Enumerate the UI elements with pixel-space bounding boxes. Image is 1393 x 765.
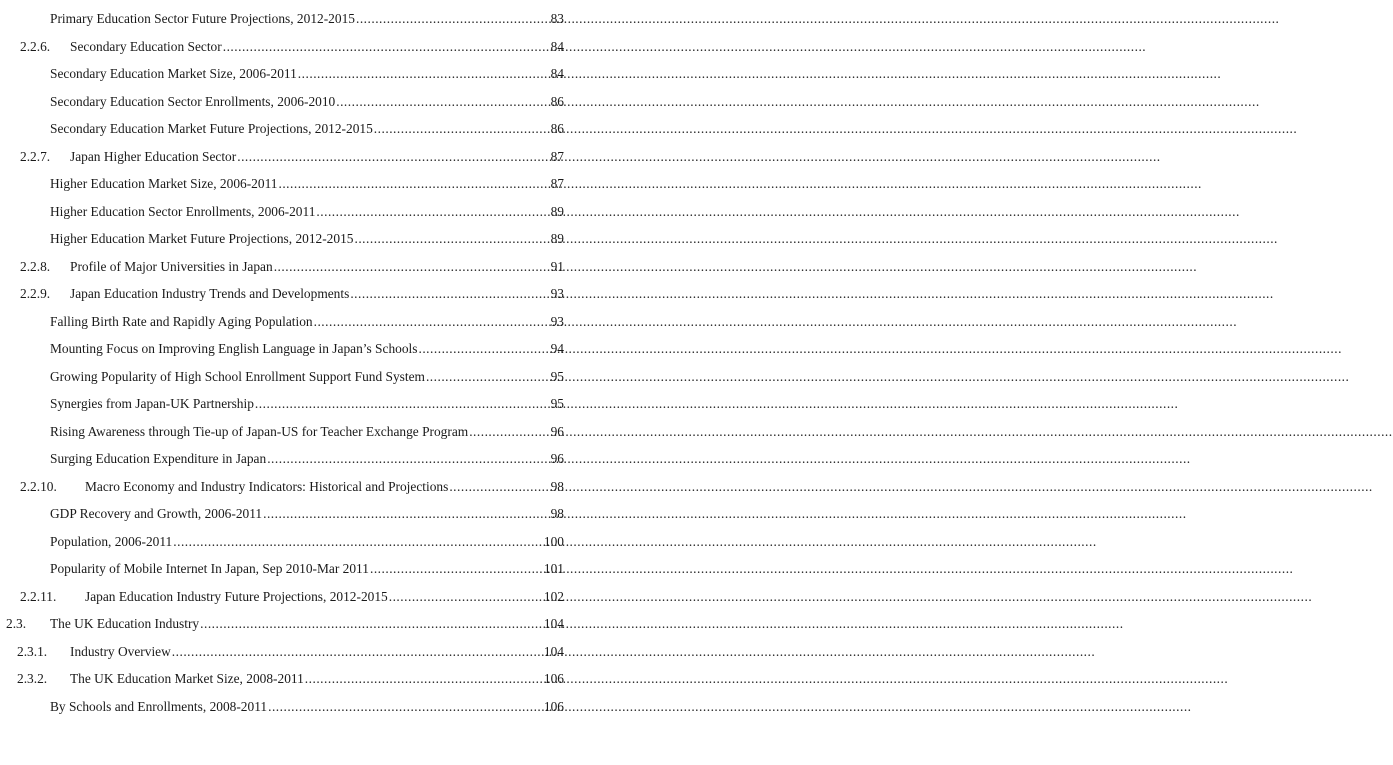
dot-leader [374, 119, 550, 139]
toc-entry[interactable] [50, 64, 564, 84]
toc-entry[interactable] [50, 119, 564, 139]
toc-page-number: 89 [550, 231, 564, 246]
toc-page-number: 94 [550, 341, 564, 356]
toc-entry-title: Growing Popularity of High School Enrollment Support Fund System [50, 368, 425, 384]
toc-page-number: 95 [550, 368, 564, 384]
toc-page-number: 98 [550, 478, 564, 494]
toc-entry-title: Secondary Education Market Size, 2006-2011 [50, 66, 297, 81]
toc-entry[interactable] [20, 587, 564, 607]
dot-leader [418, 339, 549, 359]
toc-entry[interactable] [50, 229, 564, 249]
toc-page-number: 86 [550, 93, 564, 109]
toc-entry[interactable] [17, 669, 564, 689]
toc-page-number: 86 [550, 121, 564, 136]
toc-page-number: 84 [550, 66, 564, 81]
dot-leader [469, 422, 549, 442]
dot-leader [173, 532, 543, 552]
toc-page-number: 104 [543, 616, 564, 631]
toc-section-number: 2.3.1. [17, 643, 48, 659]
toc-entry-title: Popularity of Mobile Internet In Japan, Sep 2010-Mar 2011 [50, 561, 369, 576]
toc-entry[interactable] [50, 312, 564, 332]
toc-entry-title: Higher Education Market Size, 2006-2011 [50, 176, 278, 191]
toc-page-number: 89 [550, 203, 564, 219]
dot-leader [350, 284, 549, 304]
toc-page-number: 93 [550, 286, 564, 301]
toc-entry-title: Mounting Focus on Improving English Language in Japan’s Schools [50, 341, 418, 356]
toc-entry-title: Falling Birth Rate and Rapidly Aging Population [50, 313, 313, 329]
toc-entry[interactable] [50, 504, 564, 524]
toc-entry-title: Industry Overview [70, 643, 171, 659]
toc-entry[interactable] [20, 147, 564, 167]
dot-leader [426, 367, 550, 387]
toc-page-number: 106 [543, 671, 564, 686]
dot-leader [356, 9, 550, 29]
dot-leader [172, 642, 543, 662]
dot-leader [316, 202, 549, 222]
toc-section-number: 2.3. [6, 616, 27, 631]
toc-entry-title: Higher Education Sector Enrollments, 2006-2011 [50, 203, 316, 219]
toc-section-number: 2.3.2. [17, 671, 48, 686]
toc-entry[interactable] [50, 697, 564, 717]
toc-section-number: 2.2.9. [20, 286, 51, 301]
toc-page-number: 96 [550, 423, 564, 439]
toc-entry[interactable] [50, 394, 564, 414]
toc-section-number: 2.2.6. [20, 38, 51, 54]
dot-leader [255, 394, 550, 414]
toc-entry[interactable] [20, 37, 564, 57]
dot-leader [370, 559, 543, 579]
dot-leader [389, 587, 543, 607]
toc-entry-title: Macro Economy and Industry Indicators: Historical and Projections [85, 478, 449, 494]
toc-entry-title: Synergies from Japan-UK Partnership [50, 396, 254, 411]
toc-entry[interactable] [50, 449, 564, 469]
toc-entry[interactable] [50, 422, 564, 442]
toc-page-number: 91 [550, 258, 564, 274]
toc-page-number: 98 [550, 506, 564, 521]
toc-entry[interactable] [50, 339, 564, 359]
toc-page-number: 87 [550, 176, 564, 191]
toc-entry[interactable] [50, 92, 564, 112]
toc-entry-title: The UK Education Market Size, 2008-2011 [70, 671, 304, 686]
toc-entry-title: GDP Recovery and Growth, 2006-2011 [50, 506, 263, 521]
toc-entry-title: Profile of Major Universities in Japan [70, 258, 273, 274]
table-of-contents [0, 0, 580, 765]
toc-page-number: 93 [550, 313, 564, 329]
dot-leader [200, 614, 543, 634]
toc-entry-title: Secondary Education Market Future Projections, 2012-2015 [50, 121, 373, 136]
dot-leader [314, 312, 550, 332]
dot-leader [237, 147, 549, 167]
dot-leader [449, 477, 549, 497]
toc-page-number: 101 [543, 561, 564, 576]
toc-entry-title: The UK Education Industry [50, 616, 200, 631]
dot-leader [278, 174, 549, 194]
dot-leader [336, 92, 549, 112]
dot-leader [305, 669, 543, 689]
dot-leader [267, 449, 549, 469]
toc-page-number: 100 [543, 533, 564, 549]
toc-entry[interactable] [20, 257, 564, 277]
toc-entry-title: Secondary Education Sector [70, 38, 222, 54]
toc-page-number: 102 [543, 588, 564, 604]
toc-entry[interactable] [20, 284, 564, 304]
toc-page-number: 83 [550, 11, 564, 26]
toc-entry-title: Japan Higher Education Sector [70, 148, 237, 164]
toc-section-number: 2.2.10. [20, 478, 57, 494]
toc-entry-title: Secondary Education Sector Enrollments, 2006-2010 [50, 93, 336, 109]
toc-entry-title: Japan Education Industry Future Projections, 2012-2015 [85, 588, 388, 604]
toc-entry[interactable] [50, 9, 564, 29]
dot-leader [268, 697, 543, 717]
toc-entry[interactable] [50, 367, 564, 387]
toc-entry-title: Primary Education Sector Future Projections, 2012-2015 [50, 11, 355, 26]
toc-entry-title: Rising Awareness through Tie-up of Japan-US for Teacher Exchange Program [50, 423, 469, 439]
toc-entry-title: Population, 2006-2011 [50, 533, 173, 549]
toc-entry[interactable] [50, 174, 564, 194]
toc-page-number: 95 [550, 396, 564, 411]
toc-entry[interactable] [17, 642, 564, 662]
toc-entry-title: Japan Education Industry Trends and Developments [70, 286, 350, 301]
dot-leader [354, 229, 549, 249]
toc-page-number: 106 [543, 698, 564, 714]
toc-section-number: 2.2.11. [20, 588, 57, 604]
dot-leader [223, 37, 550, 57]
toc-page-number: 96 [550, 451, 564, 466]
toc-entry[interactable] [50, 559, 564, 579]
dot-leader [274, 257, 550, 277]
toc-page-number: 87 [550, 148, 564, 164]
dot-leader [263, 504, 550, 524]
toc-page-number: 104 [543, 643, 564, 659]
toc-section-number: 2.2.8. [20, 258, 51, 274]
toc-entry[interactable] [50, 202, 564, 222]
toc-entry-title: Surging Education Expenditure in Japan [50, 451, 267, 466]
toc-entry-title: Higher Education Market Future Projections, 2012-2015 [50, 231, 354, 246]
toc-page-number: 84 [550, 38, 564, 54]
toc-entry[interactable] [6, 614, 564, 634]
toc-entry-title: By Schools and Enrollments, 2008-2011 [50, 698, 268, 714]
toc-entry[interactable] [50, 532, 564, 552]
toc-section-number: 2.2.7. [20, 148, 51, 164]
toc-entry[interactable] [20, 477, 564, 497]
dot-leader [298, 64, 550, 84]
